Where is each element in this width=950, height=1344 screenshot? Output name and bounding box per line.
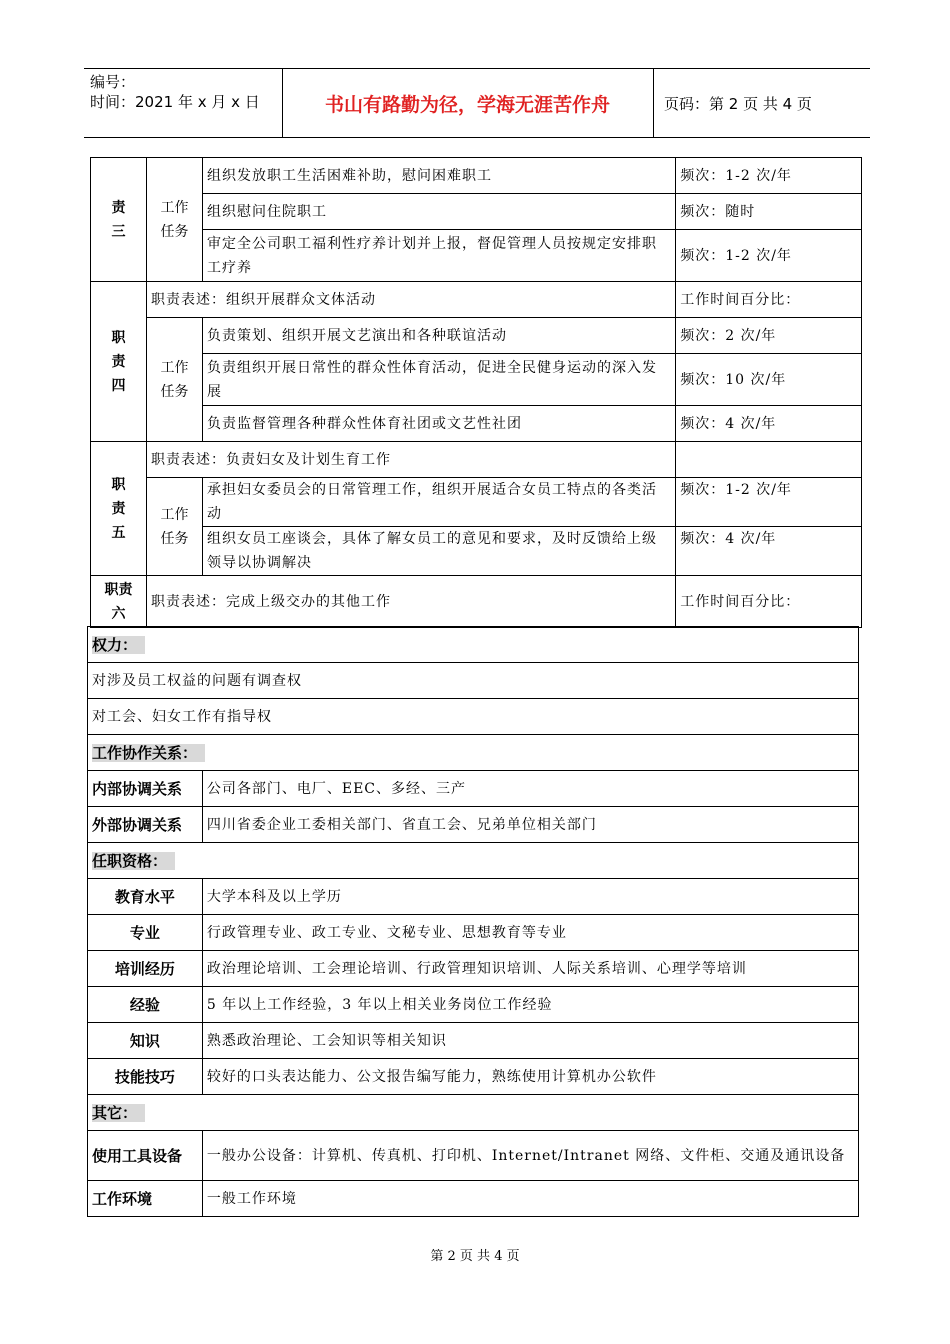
page-label: 页码：第 2 页 共 4 页 bbox=[664, 94, 812, 113]
duty3-task-label: 工作任务 bbox=[146, 158, 202, 282]
qual-label-skills: 技能技巧 bbox=[88, 1059, 203, 1095]
qual-value-education: 大学本科及以上学历 bbox=[202, 879, 858, 915]
duty6-time-pct: 工作时间百分比： bbox=[676, 576, 862, 628]
duty4-desc: 职责表述：组织开展群众文体活动 bbox=[146, 282, 675, 318]
internal-label: 内部协调关系 bbox=[88, 771, 203, 807]
other-title: 其它： bbox=[88, 1095, 859, 1131]
env-label: 工作环境 bbox=[88, 1181, 203, 1217]
duties-table bbox=[90, 157, 862, 628]
page-header bbox=[84, 68, 870, 138]
qualifications-title: 任职资格： bbox=[88, 843, 859, 879]
details-table bbox=[87, 626, 859, 1217]
duty4-task-2: 负责组织开展日常性的群众性体育活动，促进全民健身运动的深入发展 bbox=[202, 354, 675, 406]
qual-value-experience: 5 年以上工作经验，3 年以上相关业务岗位工作经验 bbox=[202, 987, 858, 1023]
duty5-desc: 职责表述：负责妇女及计划生育工作 bbox=[146, 442, 675, 478]
motto: 书山有路勤为径，学海无涯苦作舟 bbox=[282, 69, 654, 137]
qual-label-experience: 经验 bbox=[88, 987, 203, 1023]
duty4-task-label: 工作任务 bbox=[146, 318, 202, 442]
duty3-label: 责三 bbox=[91, 158, 147, 282]
duty4-time-pct: 工作时间百分比： bbox=[676, 282, 862, 318]
power-item-2: 对工会、妇女工作有指导权 bbox=[88, 699, 859, 735]
env-value: 一般工作环境 bbox=[202, 1181, 858, 1217]
header-left bbox=[84, 69, 283, 137]
number-label: 编号： bbox=[90, 73, 136, 91]
duty5-label: 职责五 bbox=[91, 442, 147, 576]
internal-value: 公司各部门、电厂、EEC、多经、三产 bbox=[202, 771, 858, 807]
duty4-task-1: 负责策划、组织开展文艺演出和各种联谊活动 bbox=[202, 318, 675, 354]
tools-label: 使用工具设备 bbox=[88, 1131, 203, 1181]
qual-label-training: 培训经历 bbox=[88, 951, 203, 987]
qual-value-training: 政治理论培训、工会理论培训、行政管理知识培训、人际关系培训、心理学等培训 bbox=[202, 951, 858, 987]
duty5-freq-2: 频次：4 次/年 bbox=[676, 527, 862, 576]
duty3-task-2: 组织慰问住院职工 bbox=[202, 194, 675, 230]
duty4-freq-3: 频次：4 次/年 bbox=[676, 406, 862, 442]
duty5-time-pct bbox=[676, 442, 862, 478]
tools-value: 一般办公设备：计算机、传真机、打印机、Internet/Intranet 网络、文件柜、交通及通讯设备 bbox=[202, 1131, 858, 1181]
qual-label-major: 专业 bbox=[88, 915, 203, 951]
qual-label-education: 教育水平 bbox=[88, 879, 203, 915]
duty3-freq-2: 频次：随时 bbox=[676, 194, 862, 230]
qual-value-knowledge: 熟悉政治理论、工会知识等相关知识 bbox=[202, 1023, 858, 1059]
duty3-task-3: 审定全公司职工福利性疗养计划并上报，督促管理人员按规定安排职工疗养 bbox=[202, 230, 675, 282]
duty5-task-2: 组织女员工座谈会，具体了解女员工的意见和要求，及时反馈给上级领导以协调解决 bbox=[202, 527, 675, 576]
power-item-1: 对涉及员工权益的问题有调查权 bbox=[88, 663, 859, 699]
duty5-task-label: 工作任务 bbox=[146, 478, 202, 576]
duty4-task-3: 负责监督管理各种群众性体育社团或文艺性社团 bbox=[202, 406, 675, 442]
duty5-task-1: 承担妇女委员会的日常管理工作，组织开展适合女员工特点的各类活动 bbox=[202, 478, 675, 527]
duty5-freq-1: 频次：1-2 次/年 bbox=[676, 478, 862, 527]
duty4-freq-1: 频次：2 次/年 bbox=[676, 318, 862, 354]
duty3-freq-3: 频次：1-2 次/年 bbox=[676, 230, 862, 282]
qual-value-skills: 较好的口头表达能力、公文报告编写能力，熟练使用计算机办公软件 bbox=[202, 1059, 858, 1095]
duty3-task-1: 组织发放职工生活困难补助，慰问困难职工 bbox=[202, 158, 675, 194]
external-value: 四川省委企业工委相关部门、省直工会、兄弟单位相关部门 bbox=[202, 807, 858, 843]
relations-title: 工作协作关系： bbox=[88, 735, 859, 771]
external-label: 外部协调关系 bbox=[88, 807, 203, 843]
power-title: 权力： bbox=[88, 627, 859, 663]
qual-label-knowledge: 知识 bbox=[88, 1023, 203, 1059]
qual-value-major: 行政管理专业、政工专业、文秘专业、思想教育等专业 bbox=[202, 915, 858, 951]
duty3-freq-1: 频次：1-2 次/年 bbox=[676, 158, 862, 194]
duty6-label: 职责六 bbox=[91, 576, 147, 628]
duty4-freq-2: 频次：10 次/年 bbox=[676, 354, 862, 406]
page-footer: 第 2 页 共 4 页 bbox=[430, 1249, 520, 1264]
date-label: 时间：2021 年 x 月 x 日 bbox=[90, 93, 260, 111]
duty6-desc: 职责表述：完成上级交办的其他工作 bbox=[146, 576, 675, 628]
duty4-label: 职责四 bbox=[91, 282, 147, 442]
